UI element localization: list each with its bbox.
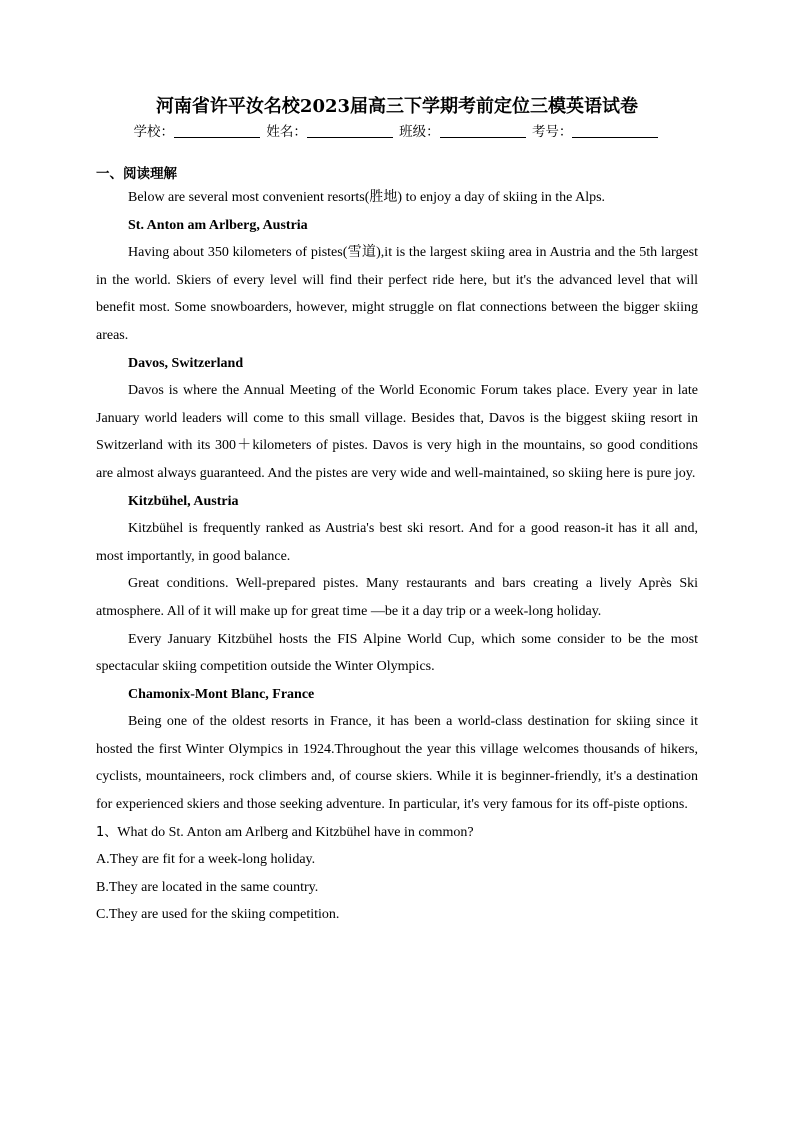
question-text: What do St. Anton am Arlberg and Kitzbühel have in common? [117,824,474,840]
exam-number-label: 考号： [531,124,573,140]
exam-number-blank[interactable] [572,123,658,138]
answer-option[interactable]: A.They are fit for a week-long holiday. [96,852,316,868]
exam-page [96,94,698,929]
resort-paragraph: Kitzbühel is frequently ranked as Austria's best ski resort. And for a good reason-it has it all and, most importantly, in good balance. [96,521,698,564]
reading-passage [96,184,698,929]
answer-option[interactable]: C.They are used for the skiing competition. [96,907,340,923]
resort-heading: Kitzbühel, Austria [128,493,239,509]
class-blank[interactable] [440,123,526,138]
school-blank[interactable] [174,123,260,138]
school-label: 学校： [133,124,175,140]
question-number: 1、 [96,824,118,840]
passage-intro: Below are several most convenient resorts(胜地) to enjoy a day of skiing in the Alps. [128,190,606,205]
resort-heading: St. Anton am Arlberg, Austria [128,217,308,233]
resort-paragraph: Davos is where the Annual Meeting of the World Economic Forum takes place. Every year in late January world leaders will come to this small village. Besides that, Davos is the biggest skiing resort in Switzerland with its 300＋kilometers of pistes. Davos is very high in the mountains, so good conditions are almost always guaranteed. And the pistes are very wide and well-maintained, so skiing here is pure joy. [96,383,698,481]
question-stem [96,819,698,847]
resort-heading: Davos, Switzerland [128,355,244,371]
answer-option[interactable]: B.They are located in the same country. [96,879,319,895]
name-label: 姓名： [266,124,307,140]
page-title: 河南省许平汝名校2023届高三下学期考前定位三模英语试卷 [155,96,639,117]
resort-paragraph: Being one of the oldest resorts in France, it has been a world-class destination for skiing since it hosted the first Winter Olympics in 1924.Throughout the year this village welcomes thousands of hikers, cyclists, mountaineers, rock climbers and, of course skiers. While it is beginner-friendly, it's a destination for experienced skiers and those seeking adventure. In particular, it's very famous for its off-piste options. [96,714,698,813]
resort-paragraph: Having about 350 kilometers of pistes(雪道),it is the largest skiing area in Austria and the 5th largest in the world. Skiers of every level will find their perfect ride here, but it's the advanced level that will benefit most. Some snowboarders, however, might struggle on flat connections between the bigger skiing areas. [96,245,698,343]
resort-paragraph: Great conditions. Well-prepared pistes. Many restaurants and bars creating a lively Après Ski atmosphere. All of it will make up for great time —be it a day trip or a week-long holiday. [96,576,698,619]
resort-heading: Chamonix-Mont Blanc, France [128,686,315,702]
section-title: 一、阅读理解 [96,166,177,182]
resort-paragraph: Every January Kitzbühel hosts the FIS Alpine World Cup, which some consider to be the most spectacular skiing competition outside the Winter Olympics. [96,631,698,675]
student-info-line [96,122,698,142]
class-label: 班级： [399,124,440,140]
name-blank[interactable] [307,123,393,138]
